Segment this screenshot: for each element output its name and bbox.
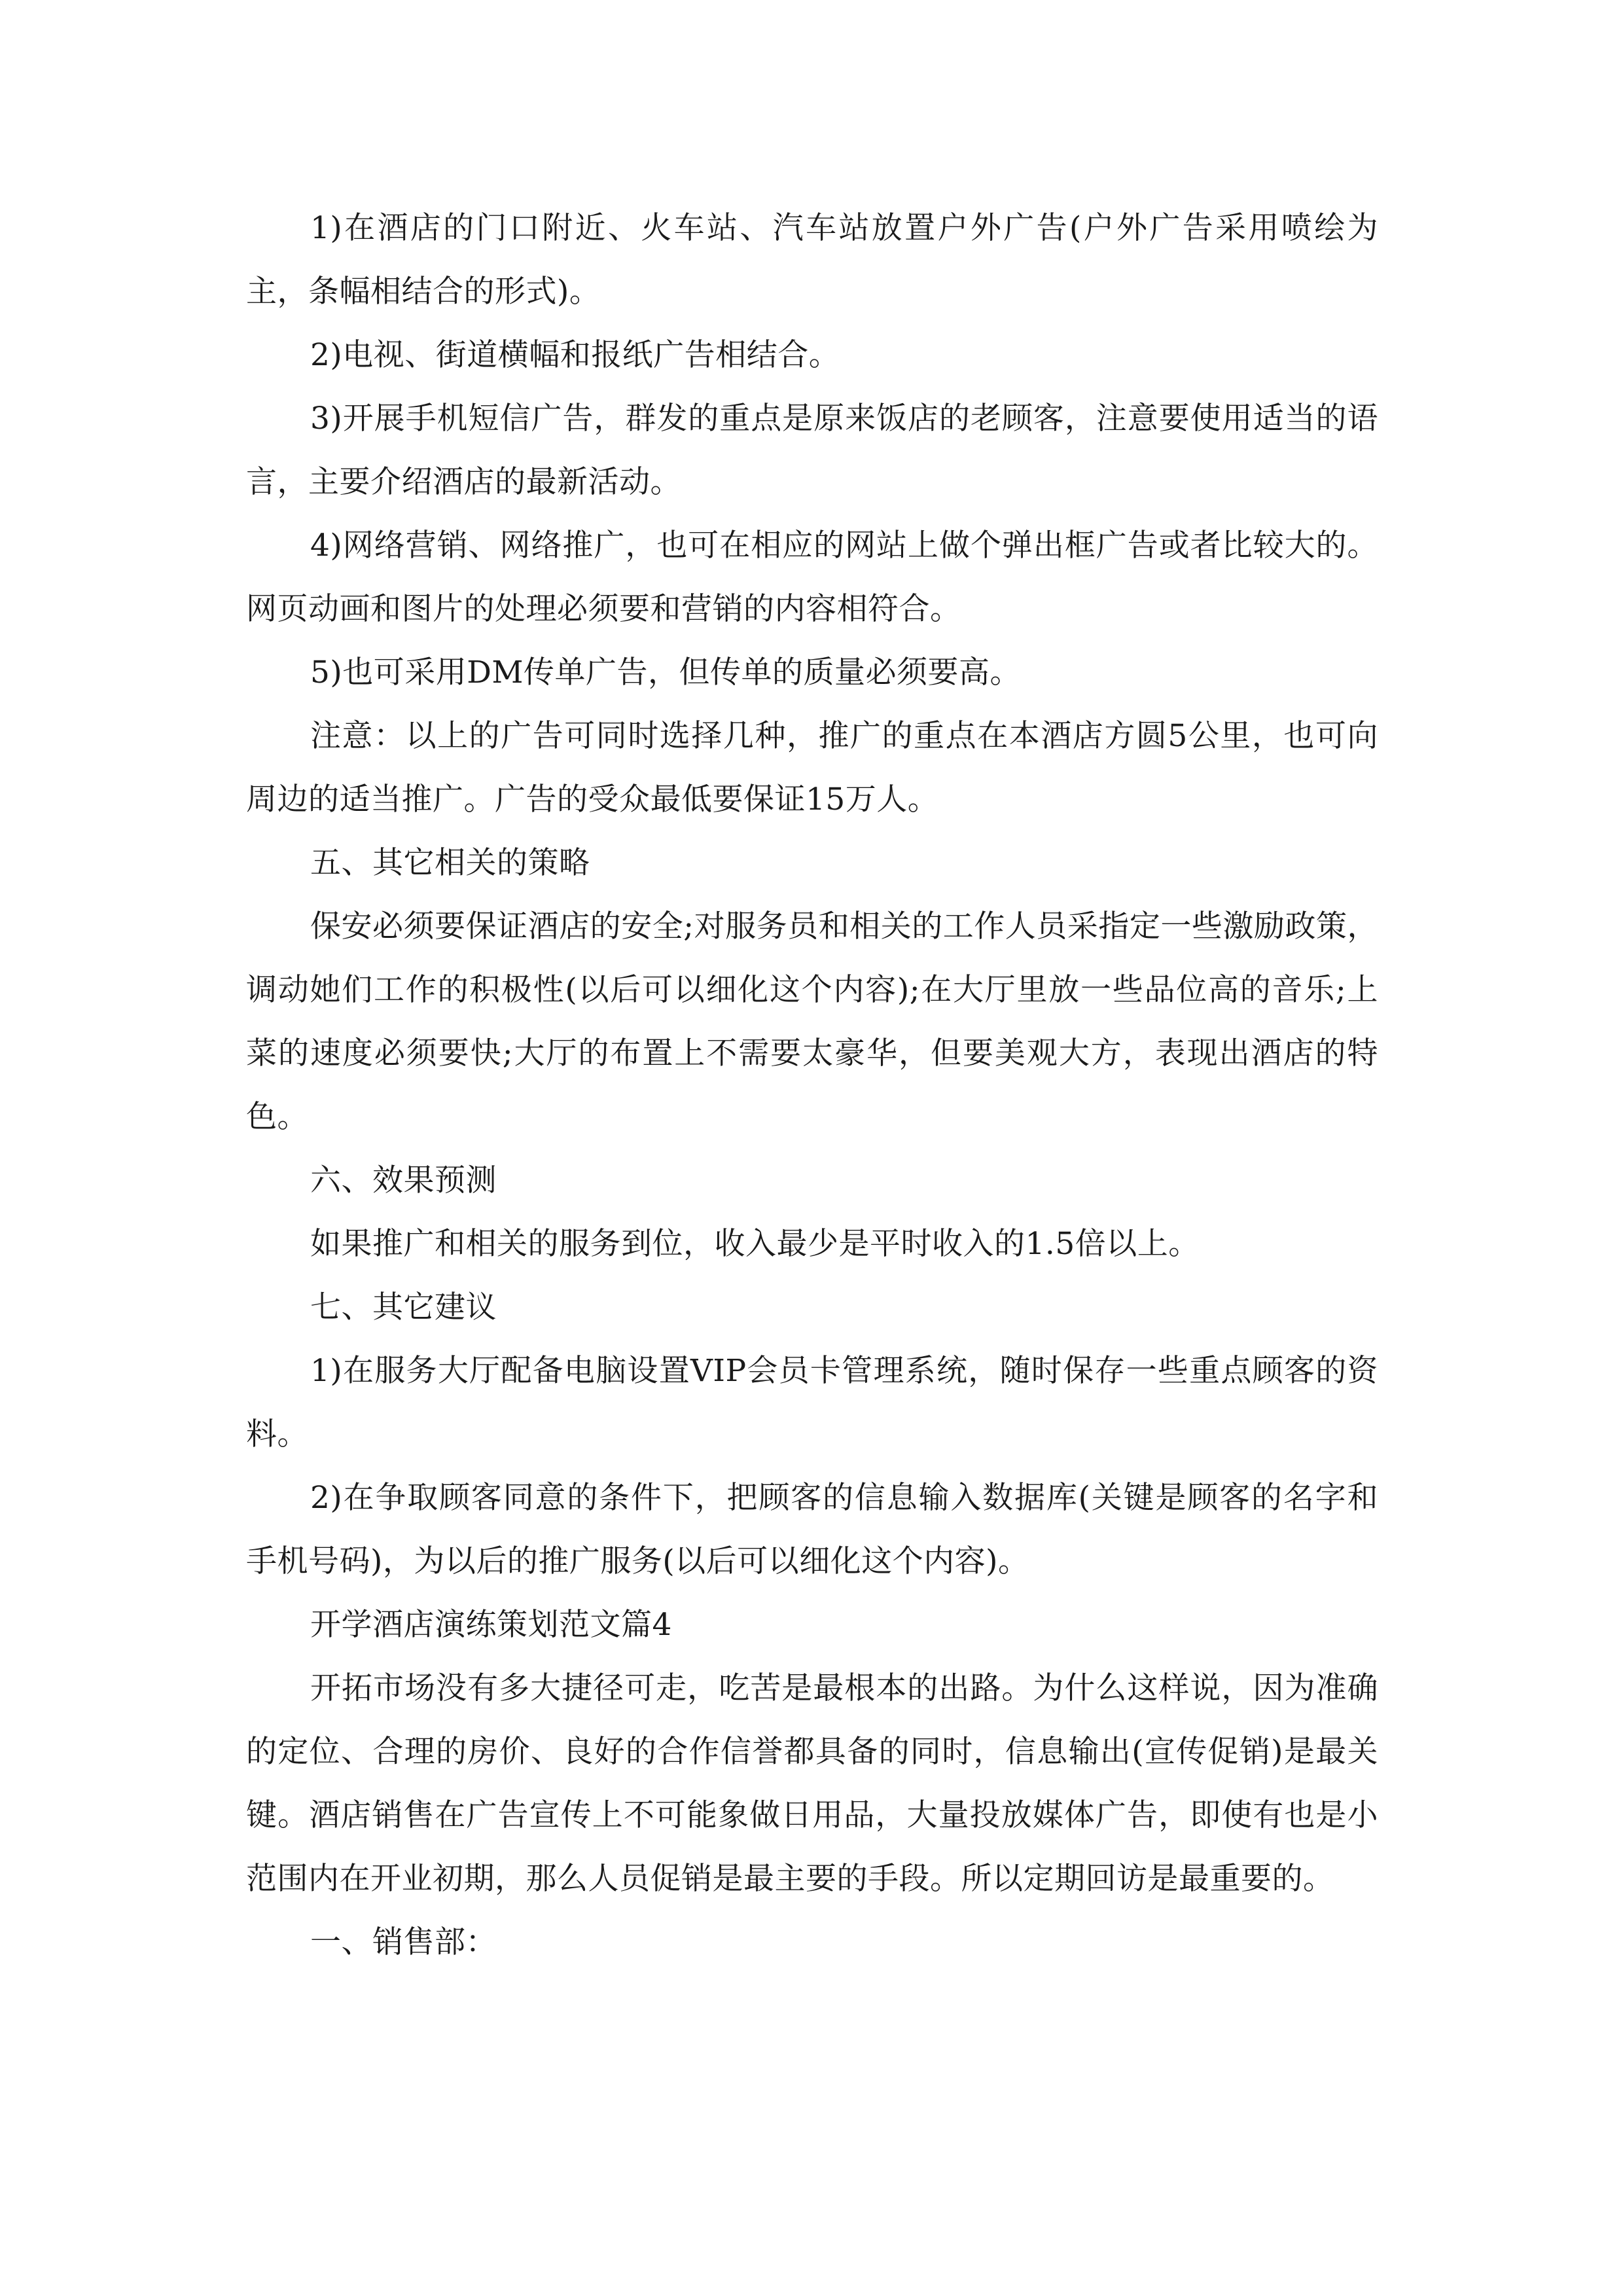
paragraph-outdoor-ads: 1)在酒店的门口附近、火车站、汽车站放置户外广告(户外广告采用喷绘为主，条幅相结合的形式)。 [246, 210, 1378, 310]
section-heading-sales-department: 一、销售部： [310, 1924, 497, 1960]
paragraph-dm-flyers: 5)也可采用DM传单广告，但传单的质量必须要高。 [310, 655, 1022, 691]
section-heading-effect-forecast: 六、效果预测 [310, 1162, 497, 1198]
section-heading-other-suggestions: 七、其它建议 [310, 1289, 497, 1325]
paragraph-online-marketing: 4)网络营销、网络推广，也可在相应的网站上做个弹出框广告或者比较大的。网页动画和图片的处理必须要和营销的内容相符合。 [246, 528, 1378, 627]
article-title-part-4: 开学酒店演练策划范文篇4 [310, 1607, 672, 1643]
document-body [246, 196, 1378, 1974]
paragraph-vip-system: 1)在服务大厅配备电脑设置VIP会员卡管理系统，随时保存一些重点顾客的资料。 [246, 1353, 1378, 1452]
paragraph-note: 注意：以上的广告可同时选择几种，推广的重点在本酒店方圆5公里，也可向周边的适当推广。广告的受众最低要保证15万人。 [246, 718, 1378, 817]
section-heading-other-strategies: 五、其它相关的策略 [310, 845, 590, 881]
paragraph-tv-banner-newspaper: 2)电视、街道横幅和报纸广告相结合。 [310, 337, 840, 373]
paragraph-customer-database: 2)在争取顾客同意的条件下，把顾客的信息输入数据库(关键是顾客的名字和手机号码)，为以后的推广服务(以后可以细化这个内容)。 [246, 1480, 1378, 1579]
paragraph-sms-ads: 3)开展手机短信广告，群发的重点是原来饭店的老顾客，注意要使用适当的语言，主要介绍酒店的最新活动。 [246, 401, 1378, 500]
paragraph-market-development: 开拓市场没有多大捷径可走，吃苦是最根本的出路。为什么这样说，因为准确的定位、合理的房价、良好的合作信誉都具备的同时，信息输出(宣传促销)是最关键。酒店销售在广告宣传上不可能象做日用品，大量投放媒体广告，即使有也是小范围内在开业初期，那么人员促销是最主要的手段。所以定期回访是最重要的。 [246, 1670, 1378, 1897]
paragraph-security-staff: 保安必须要保证酒店的安全;对服务员和相关的工作人员采指定一些激励政策，调动她们工作的积极性(以后可以细化这个内容);在大厅里放一些品位高的音乐;上菜的速度必须要快;大厅的布置上不需要太豪华，但要美观大方，表现出酒店的特色。 [246, 908, 1378, 1135]
paragraph-revenue-forecast: 如果推广和相关的服务到位，收入最少是平时收入的1.5倍以上。 [310, 1226, 1200, 1262]
